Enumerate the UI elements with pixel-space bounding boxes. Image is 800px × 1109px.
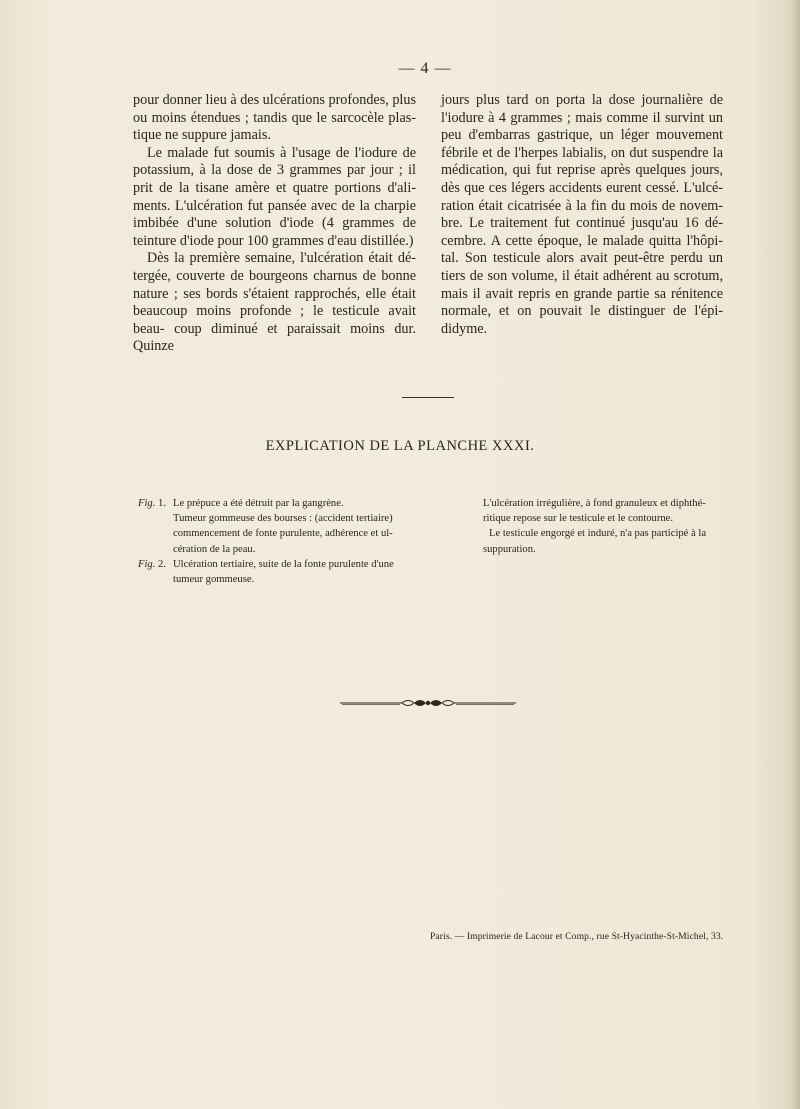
text-line: fébrile et de l'herpes labialis, on dut suspendre la — [441, 144, 723, 161]
caption-column-right — [483, 496, 728, 557]
caption-column-left — [138, 496, 420, 587]
text-line: mais il avait repris en grande partie sa rénitence — [441, 285, 723, 302]
text-line: ments. L'ulcération fut pansée avec de la charpie — [133, 197, 416, 214]
text-line: tergée, couverte de bourgeons charnus de bonne — [133, 267, 416, 284]
text-line: tiers de son volume, il était adhérent au scrotum, — [441, 267, 723, 284]
text-line: l'iodure à 4 grammes ; mais comme il survint un — [441, 109, 723, 126]
text-line: ou moins étendues ; tandis que le sarcocèle plas- — [133, 109, 416, 126]
caption-line: Tumeur gommeuse des bourses : (accident tertiaire) — [173, 513, 393, 525]
caption-line: suppuration. — [483, 543, 536, 555]
text-line: coup diminué et paraissait moins dur. Quinze — [133, 320, 416, 355]
figure-label-word: Fig. — [138, 558, 156, 570]
caption-line: ritique repose sur le testicule et le contourne. — [483, 513, 674, 525]
caption-line: Le testicule engorgé et induré, n'a pas participé à la — [489, 528, 707, 540]
caption-line: L'ulcération irrégulière, à fond granuleux et diphthé- — [483, 498, 706, 509]
plate-explanation-heading: EXPLICATION DE LA PLANCHE XXXI. — [265, 438, 535, 454]
figure-caption — [138, 557, 420, 587]
printer-imprint: Paris. — Imprimerie de Lacour et Comp., rue St-Hyacinthe-St-Michel, 33. — [430, 931, 724, 942]
caption-line: Ulcération tertiaire, suite de la fonte purulente d'une — [173, 558, 394, 570]
text-line: Dès la première semaine, l'ulcération était dé- — [147, 250, 416, 267]
figure-number: 1. — [158, 498, 166, 509]
text-line: beaucoup moins profonde ; le testicule avait beau- — [133, 303, 416, 337]
text-line: normale, et on pouvait le distinguer de l'épi- — [441, 303, 723, 320]
text-line: nature ; ses bords s'étaient rapprochés, elle était — [133, 285, 416, 302]
caption-line: Le prépuce a été détruit par la gangrène. — [173, 498, 344, 509]
page-number: — 4 — — [398, 60, 452, 77]
figure-label-word: Fig. — [138, 498, 156, 509]
text-line: Le malade fut soumis à l'usage de l'iodure de — [147, 144, 416, 161]
caption-line: cération de la peau. — [173, 543, 256, 555]
text-line: imbibée d'une solution d'iode (4 grammes de — [133, 215, 416, 232]
text-line: bre. Le traitement fut continué jusqu'au 16 dé- — [441, 215, 723, 232]
body-paragraph — [133, 250, 416, 356]
text-line: jours plus tard on porta la dose journalière de — [441, 92, 723, 108]
text-line: tal. Son testicule alors avait peut-être perdu un — [441, 250, 723, 267]
body-paragraph — [441, 92, 723, 338]
text-line: didyme. — [441, 320, 488, 337]
caption-line: tumeur gommeuse. — [173, 574, 255, 586]
section-divider-rule — [402, 397, 454, 398]
figure-caption — [138, 496, 420, 557]
figure-label — [138, 557, 166, 572]
page-edge-shadow — [790, 0, 800, 1109]
text-line: médication, qui fut reprise après quelques jours, — [441, 162, 723, 179]
figure-number: 2. — [158, 558, 166, 570]
text-line: cembre. A cette époque, le malade quitta l'hôpi- — [441, 232, 723, 249]
ornament-divider — [336, 696, 520, 710]
body-paragraph — [133, 92, 416, 145]
text-line: peu d'embarras gastrique, un léger mouvement — [441, 127, 723, 144]
body-paragraph — [133, 145, 416, 251]
body-column-left — [133, 92, 416, 356]
text-line: dès que ces légers accidents eurent cessé. L'ulcé- — [441, 179, 723, 196]
text-line: prit de la tisane amère et quatre portions d'ali- — [133, 179, 416, 196]
figure-label — [138, 496, 166, 511]
text-line: pour donner lieu à des ulcérations profondes, plus — [133, 92, 416, 108]
body-column-right — [441, 92, 723, 338]
text-line: teinture d'iode pour 100 grammes d'eau distillée.) — [133, 232, 414, 249]
text-line: potassium, à la dose de 3 grammes par jour ; il — [133, 162, 416, 179]
caption-line: commencement de fonte purulente, adhérence et ul- — [173, 528, 393, 540]
text-line: ration était cicatrisée à la fin du mois de novem- — [441, 197, 723, 214]
text-line: tique ne suppure jamais. — [133, 127, 271, 144]
